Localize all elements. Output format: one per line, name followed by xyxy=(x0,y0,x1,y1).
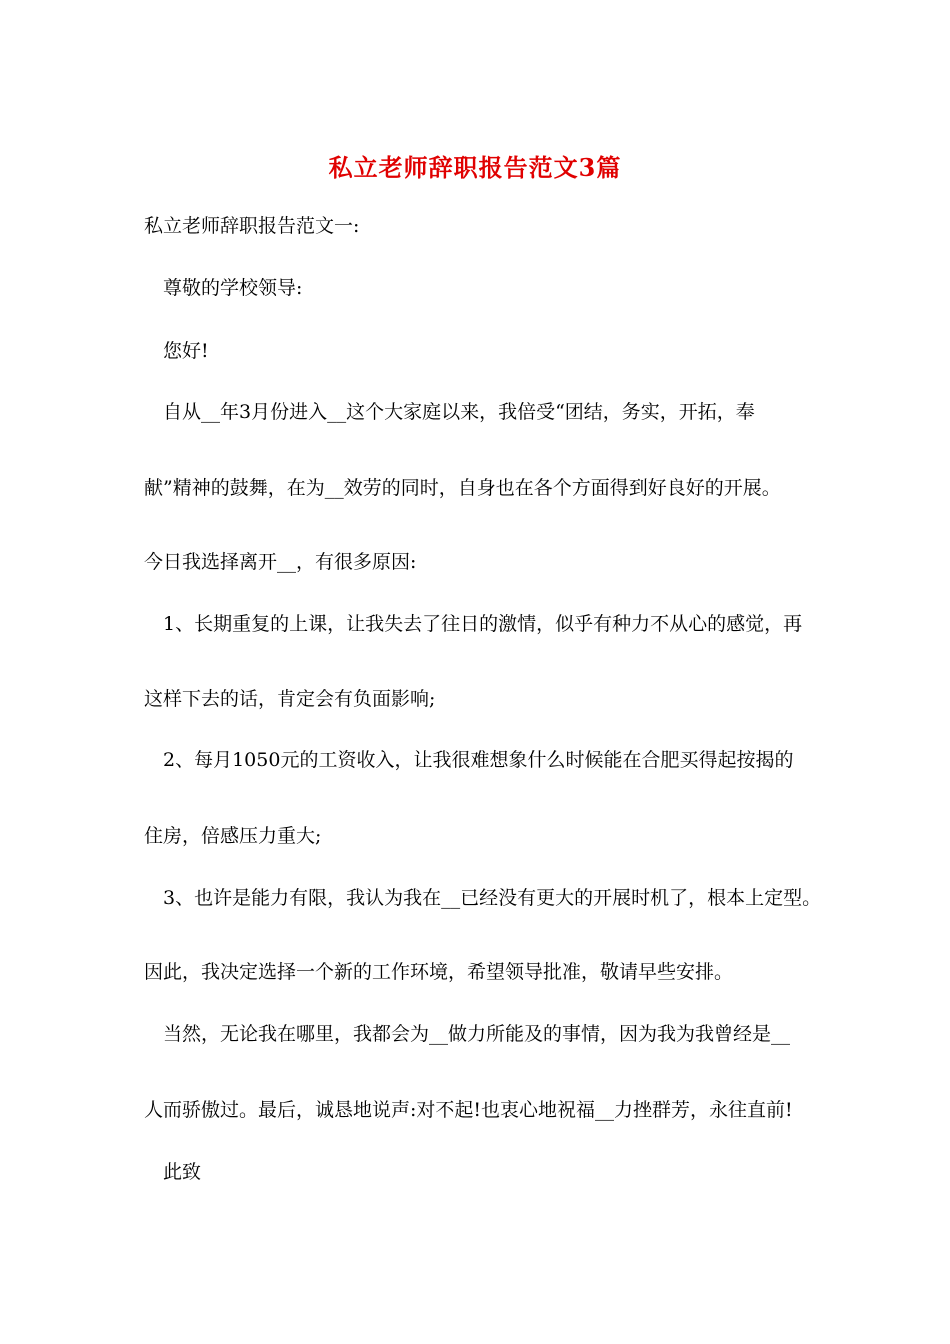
paragraph-line: 自从__年3月份进入__这个大家庭以来，我倍受“团结，务实，开拓，奉 xyxy=(163,401,755,423)
list-item-2: 2、每月1050元的工资收入，让我很难想象什么时候能在合肥买得起按揭的 xyxy=(163,749,794,771)
greeting: 您好! xyxy=(163,340,209,362)
list-item-3: 3、也许是能力有限，我认为我在__已经没有更大的开展时机了，根本上定型。 xyxy=(163,887,822,909)
paragraph-line: 人而骄傲过。最后，诚恳地说声:对不起!也衷心地祝福__力挫群芳，永往直前! xyxy=(144,1099,793,1121)
paragraph-line: 住房，倍感压力重大; xyxy=(144,825,322,847)
paragraph-line: 因此，我决定选择一个新的工作环境，希望领导批准，敬请早些安排。 xyxy=(144,961,734,983)
salutation: 尊敬的学校领导: xyxy=(163,277,303,299)
paragraph-line: 今日我选择离开__，有很多原因: xyxy=(144,551,417,573)
paragraph-line: 这样下去的话，肯定会有负面影响; xyxy=(144,688,436,710)
paragraph-line: 献”精神的鼓舞，在为__效劳的同时，自身也在各个方面得到好良好的开展。 xyxy=(144,477,781,499)
document-title: 私立老师辞职报告范文3篇 xyxy=(328,153,622,182)
paragraph-line: 当然，无论我在哪里，我都会为__做力所能及的事情，因为我为我曾经是__ xyxy=(163,1023,791,1045)
closing: 此致 xyxy=(163,1161,202,1183)
section-heading: 私立老师辞职报告范文一: xyxy=(144,215,360,237)
list-item-1: 1、长期重复的上课，让我失去了往日的激情，似乎有种力不从心的感觉，再 xyxy=(163,613,803,635)
